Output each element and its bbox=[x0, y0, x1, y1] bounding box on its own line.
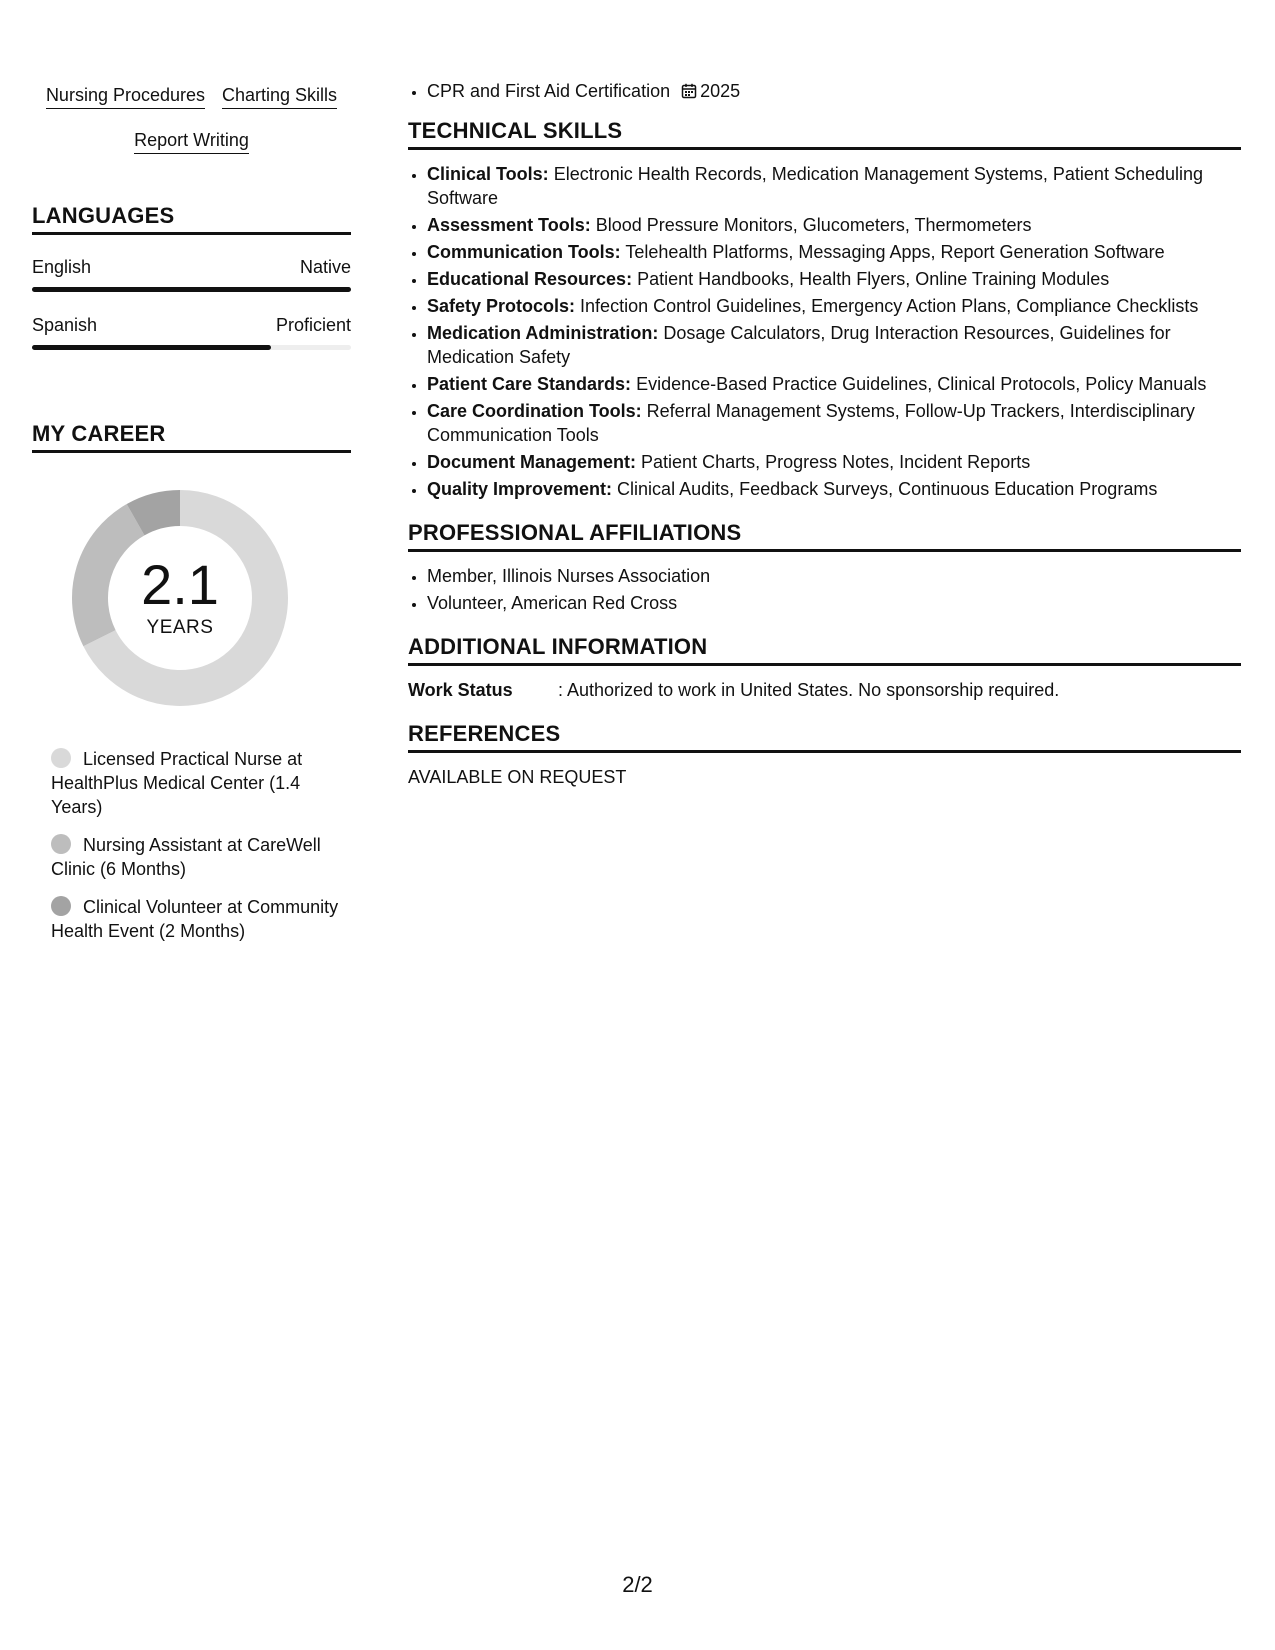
affiliation-item: • Volunteer, American Red Cross bbox=[427, 591, 1241, 615]
skill-category: Safety Protocols: bbox=[427, 296, 576, 316]
career-legend-item bbox=[51, 747, 351, 819]
skill-category: Care Coordination Tools: bbox=[427, 401, 642, 421]
skill-tag: Nursing Procedures bbox=[46, 84, 205, 109]
language-bar-fill bbox=[32, 345, 271, 350]
skill-details: Blood Pressure Monitors, Glucometers, Thermometers bbox=[590, 215, 1032, 235]
legend-dot bbox=[51, 748, 71, 768]
language-level: Native bbox=[299, 257, 351, 277]
skill-details: Telehealth Platforms, Messaging Apps, Report Generation Software bbox=[620, 242, 1165, 262]
skill-details: Patient Handbooks, Health Flyers, Online Training Modules bbox=[632, 269, 1110, 289]
career-legend-label: Clinical Volunteer at Community Health Event (2 Months) bbox=[51, 897, 339, 941]
technical-skill-item bbox=[427, 372, 1241, 396]
language-bar bbox=[32, 345, 351, 350]
career-legend-item bbox=[51, 895, 351, 943]
skill-category: Medication Administration: bbox=[427, 323, 659, 343]
language-item bbox=[32, 256, 351, 292]
technical-skill-item bbox=[427, 294, 1241, 318]
skill-details: Infection Control Guidelines, Emergency Action Plans, Compliance Checklists bbox=[575, 296, 1199, 316]
affiliations-heading: PROFESSIONAL AFFILIATIONS bbox=[408, 519, 1241, 552]
skill-tag: Charting Skills bbox=[222, 84, 337, 109]
references-text: AVAILABLE ON REQUEST bbox=[408, 767, 627, 787]
affiliations-list bbox=[408, 564, 1241, 615]
language-level: Proficient bbox=[275, 315, 351, 335]
skill-category: Quality Improvement: bbox=[427, 479, 613, 499]
language-name: English bbox=[32, 257, 92, 277]
certification-name: CPR and First Aid Certification bbox=[427, 81, 671, 101]
skill-category: Clinical Tools: bbox=[427, 164, 549, 184]
career-legend bbox=[32, 747, 351, 943]
technical-skill-item bbox=[427, 267, 1241, 291]
page-number: 2/2 bbox=[622, 1572, 653, 1597]
calendar-icon bbox=[681, 83, 697, 99]
skill-category: Communication Tools: bbox=[427, 242, 621, 262]
technical-skills-list bbox=[408, 162, 1241, 501]
work-status-value: : Authorized to work in United States. No sponsorship required. bbox=[558, 680, 1060, 700]
additional-info-heading: ADDITIONAL INFORMATION bbox=[408, 633, 1241, 666]
technical-skill-item bbox=[427, 213, 1241, 237]
career-legend-label: Nursing Assistant at CareWell Clinic (6 Months) bbox=[51, 835, 321, 879]
skill-details: Patient Charts, Progress Notes, Incident Reports bbox=[636, 452, 1031, 472]
affiliation-item: • Member, Illinois Nurses Association bbox=[427, 564, 1241, 588]
career-total-unit: YEARS bbox=[146, 617, 214, 638]
certification-list bbox=[408, 79, 1241, 103]
technical-skill-item bbox=[427, 399, 1241, 447]
skill-category: Assessment Tools: bbox=[427, 215, 591, 235]
career-total-years: 2.1 bbox=[141, 553, 219, 616]
language-bar bbox=[32, 287, 351, 292]
left-column bbox=[32, 84, 351, 959]
legend-dot bbox=[51, 834, 71, 854]
skill-category: Patient Care Standards: bbox=[427, 374, 632, 394]
technical-skill-item bbox=[427, 162, 1241, 210]
certification-year: 2025 bbox=[700, 81, 741, 101]
languages-heading: LANGUAGES bbox=[32, 202, 351, 235]
technical-skill-item bbox=[427, 240, 1241, 264]
skill-tag: Report Writing bbox=[134, 129, 249, 154]
language-name: Spanish bbox=[32, 315, 98, 335]
skill-category: Educational Resources: bbox=[427, 269, 633, 289]
language-bar-fill bbox=[32, 287, 351, 292]
technical-skill-item bbox=[427, 450, 1241, 474]
career-heading: MY CAREER bbox=[32, 420, 351, 453]
skill-details: Clinical Audits, Feedback Surveys, Continuous Education Programs bbox=[612, 479, 1158, 499]
skill-details: Evidence-Based Practice Guidelines, Clinical Protocols, Policy Manuals bbox=[631, 374, 1207, 394]
work-status-row bbox=[408, 678, 1241, 702]
career-legend-item bbox=[51, 833, 351, 881]
skill-details: Electronic Health Records, Medication Management Systems, Patient Scheduling Software bbox=[427, 164, 1204, 208]
right-column bbox=[408, 79, 1241, 789]
certification-item bbox=[427, 79, 1241, 103]
skill-tags bbox=[32, 84, 351, 154]
skill-category: Document Management: bbox=[427, 452, 637, 472]
technical-skill-item bbox=[427, 477, 1241, 501]
technical-skills-heading: TECHNICAL SKILLS bbox=[408, 117, 1241, 150]
work-status-label: Work Status bbox=[408, 680, 513, 700]
technical-skill-item bbox=[427, 321, 1241, 369]
skill-details: Referral Management Systems, Follow-Up Trackers, Interdisciplinary Communication Tools bbox=[427, 401, 1195, 445]
career-donut bbox=[32, 477, 351, 713]
career-donut-center bbox=[67, 485, 293, 711]
language-item bbox=[32, 314, 351, 350]
career-legend-label: Licensed Practical Nurse at HealthPlus Medical Center (1.4 Years) bbox=[51, 749, 303, 817]
skill-details: Dosage Calculators, Drug Interaction Resources, Guidelines for Medication Safety bbox=[427, 323, 1171, 367]
references-heading: REFERENCES bbox=[408, 720, 1241, 753]
legend-dot bbox=[51, 896, 71, 916]
